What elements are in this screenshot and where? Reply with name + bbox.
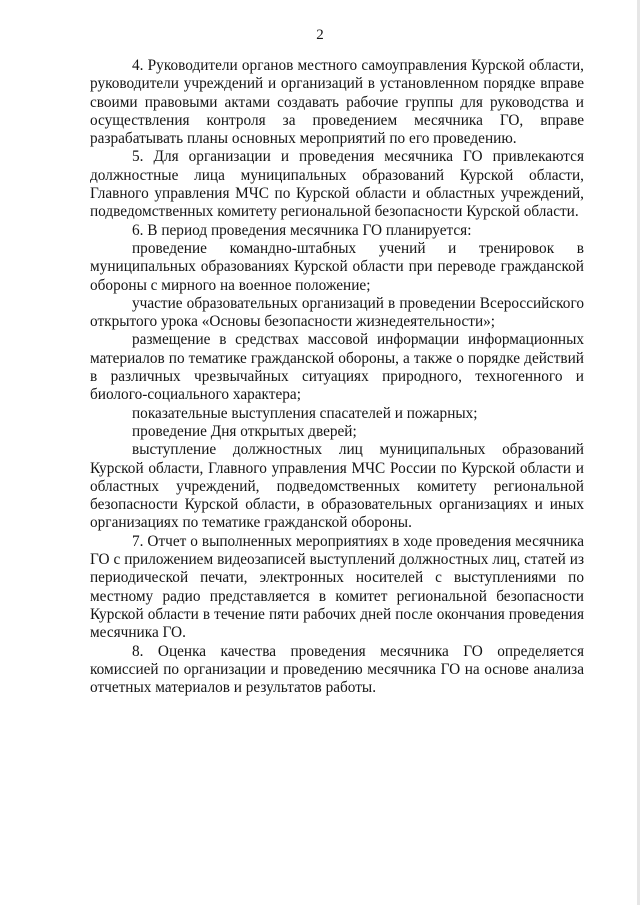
planned-activity-open-lesson: участие образовательных организаций в проведении Всероссийского открытого урока «Основы безопасности жизнедеятельности»;: [90, 294, 584, 331]
paragraph-item-7: 7. Отчет о выполненных мероприятиях в ходе проведения месячника ГО с приложением видеозаписей выступлений должностных лиц, статей из периодической печати, электронных носителей с выступлениями по местному радио представляется в комитет региональной безопасности Курской области в течение пяти рабочих дней после окончания проведения месячника ГО.: [90, 532, 584, 642]
page-number: 2: [316, 27, 324, 43]
paragraph-item-8: 8. Оценка качества проведения месячника ГО определяется комиссией по организации и проведению месячника ГО на основе анализа отчетных материалов и результатов работы.: [90, 642, 584, 697]
paragraph-item-5: 5. Для организации и проведения месячника ГО привлекаются должностные лица муниципальных образований Курской области, Главного управления МЧС по Курской области и областных учреждений, подведомственных комитету региональной безопасности Курской области.: [90, 148, 584, 221]
paragraph-item-4: 4. Руководители органов местного самоуправления Курской области, руководители учреждений и организаций в установленном порядке вправе своими правовыми актами создавать рабочие группы для руководства и осуществления контроля за проведением месячника ГО, вправе разрабатывать планы основных мероприятий по его проведению.: [90, 57, 584, 148]
document-body: [90, 57, 584, 697]
planned-activity-media-materials: размещение в средствах массовой информации информационных материалов по тематике гражданской обороны, а также о порядке действий в различных чрезвычайных ситуациях природного, техногенного и биолого-социального характера;: [90, 331, 584, 404]
planned-activity-open-day: проведение Дня открытых дверей;: [132, 422, 357, 440]
paragraph-item-6-intro: 6. В период проведения месячника ГО планируется:: [132, 221, 472, 239]
planned-activity-staff-exercises: проведение командно-штабных учений и тренировок в муниципальных образованиях Курской области при переводе гражданской обороны с мирного на военное положение;: [90, 239, 584, 294]
planned-activity-officials-speeches: выступление должностных лиц муниципальных образований Курской области, Главного управления МЧС России по Курской области и областных учреждений, подведомственных комитету региональной безопасности Курской области, в образовательных организациях и иных организациях по тематике гражданской обороны.: [90, 441, 584, 532]
planned-activity-demonstrations: показательные выступления спасателей и пожарных;: [132, 404, 478, 422]
